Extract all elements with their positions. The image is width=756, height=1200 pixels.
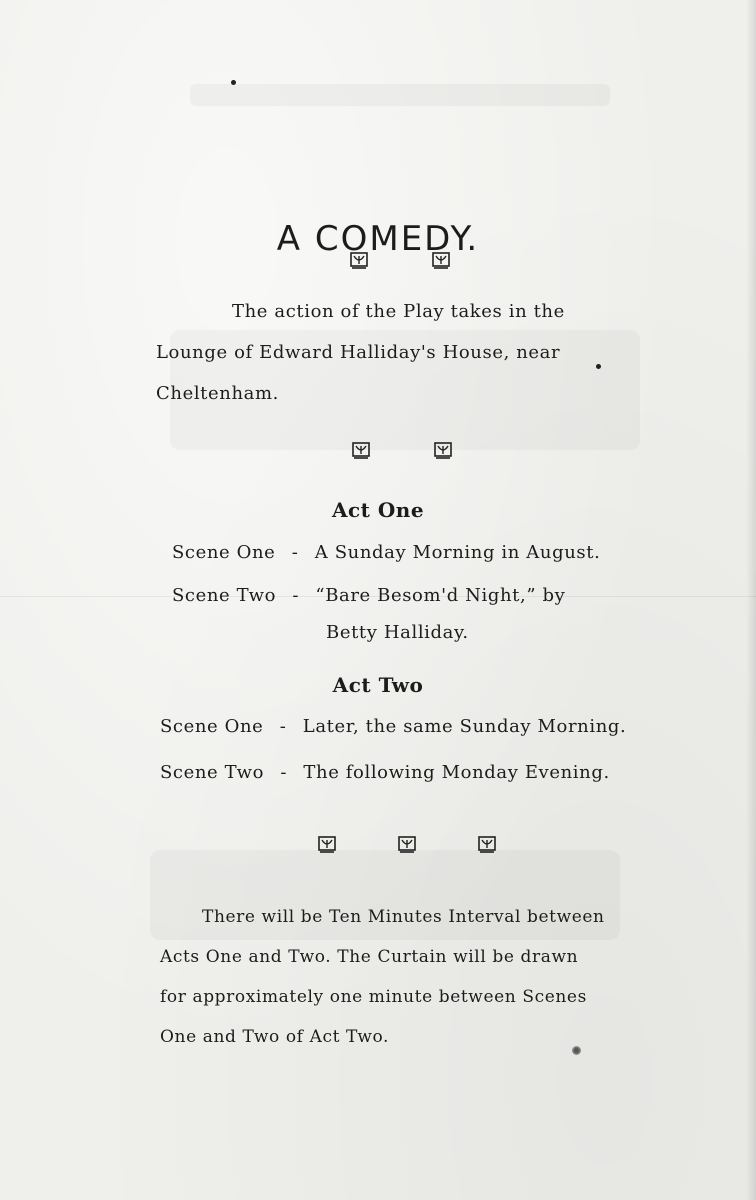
scene-label: Scene Two (160, 762, 265, 783)
page-title: A COMEDY. (276, 218, 480, 259)
act-two-scene-one (160, 716, 626, 737)
show-through-shadow (190, 84, 610, 106)
scene-description: The following Monday Evening. (303, 762, 610, 783)
interval-line-1: There will be Ten Minutes Interval between (202, 907, 605, 927)
act-two-heading: Act Two (332, 673, 424, 697)
ornament-row (352, 442, 452, 460)
flower-ornament-icon (352, 442, 370, 460)
scene-separator: - (291, 542, 299, 563)
flower-ornament-icon (432, 252, 450, 270)
interval-line-3: for approximately one minute between Scenes (160, 987, 587, 1007)
scene-separator: - (279, 716, 287, 737)
setting-line-3: Cheltenham. (156, 383, 279, 404)
setting-line-1: The action of the Play takes in the (232, 301, 565, 322)
paper-blemish (572, 1046, 581, 1055)
ornament-row (350, 252, 450, 270)
ornament-row (318, 836, 496, 854)
act-one-scene-two-continued: Betty Halliday. (326, 622, 469, 643)
act-one-scene-one (172, 542, 600, 563)
interval-line-4: One and Two of Act Two. (160, 1027, 390, 1047)
page-edge-shadow (746, 0, 756, 1200)
scene-label: Scene One (160, 716, 264, 737)
scene-label: Scene One (172, 542, 276, 563)
scene-separator: - (292, 585, 300, 606)
flower-ornament-icon (318, 836, 336, 854)
flower-ornament-icon (350, 252, 368, 270)
scene-description: Later, the same Sunday Morning. (302, 716, 627, 737)
ink-speck (231, 80, 236, 85)
scene-description: A Sunday Morning in August. (314, 542, 601, 563)
flower-ornament-icon (434, 442, 452, 460)
scene-description: “Bare Besom'd Night,” by (315, 585, 566, 606)
act-one-heading: Act One (331, 498, 425, 522)
act-two-scene-two (160, 762, 610, 783)
setting-line-2: Lounge of Edward Halliday's House, near (156, 342, 561, 363)
flower-ornament-icon (398, 836, 416, 854)
interval-line-2: Acts One and Two. The Curtain will be drawn (160, 947, 579, 967)
scene-label: Scene Two (172, 585, 277, 606)
act-one-scene-two (172, 585, 565, 606)
flower-ornament-icon (478, 836, 496, 854)
ink-speck (596, 364, 601, 369)
scene-separator: - (280, 762, 288, 783)
